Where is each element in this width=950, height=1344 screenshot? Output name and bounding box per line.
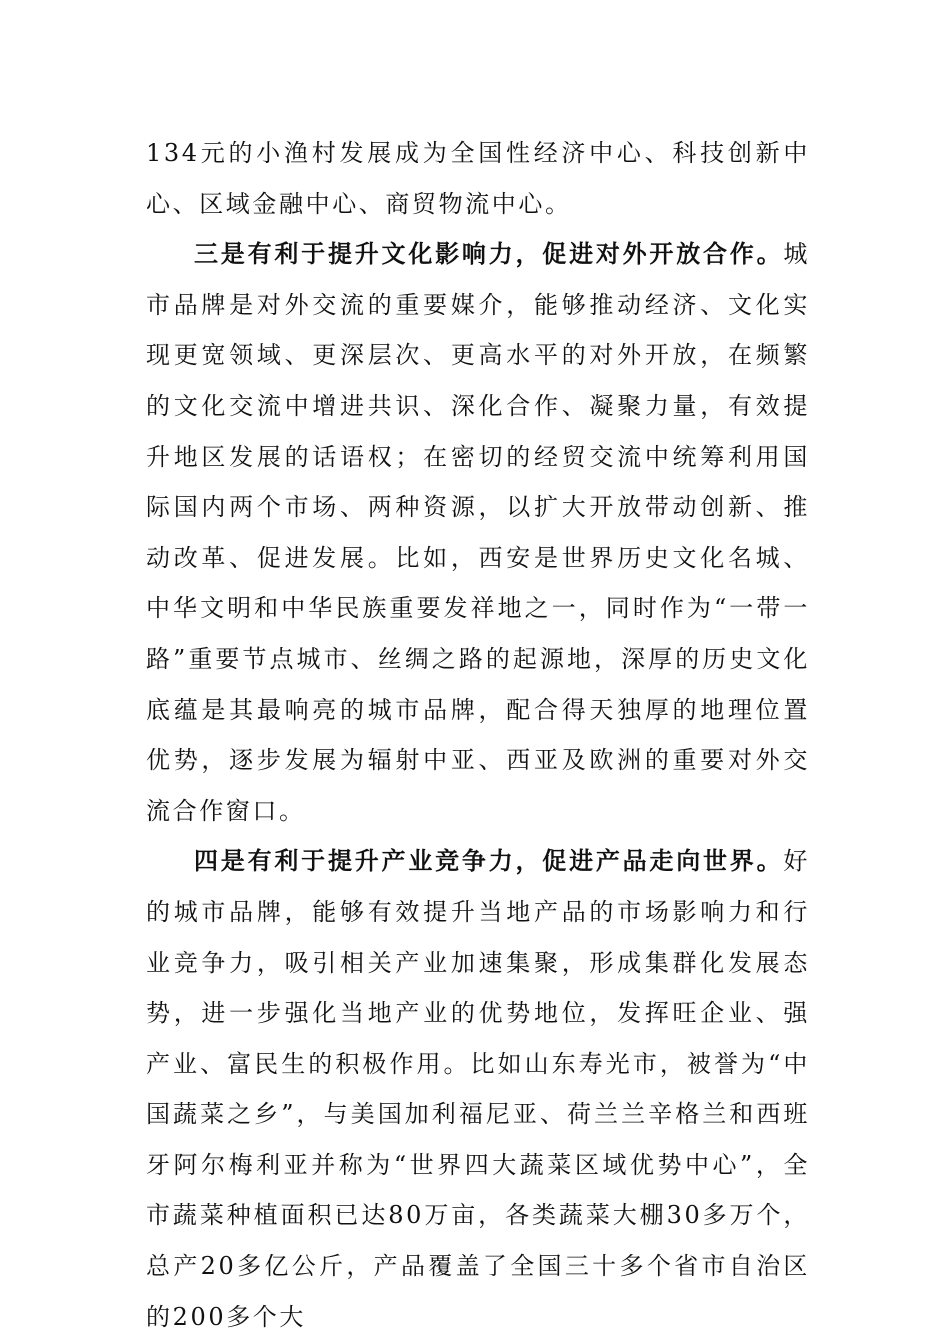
paragraph-2-lead: 三是有利于提升文化影响力，促进对外开放合作。 <box>194 239 784 269</box>
paragraph-2 <box>146 229 810 836</box>
paragraph-3-lead: 四是有利于提升产业竞争力，促进产品走向世界。 <box>194 846 784 876</box>
paragraph-3-text: 好的城市品牌，能够有效提升当地产品的市场影响力和行业竞争力，吸引相关产业加速集聚，形成集群化发展态势，进一步强化当地产业的优势地位，发挥旺企业、强产业、富民生的积极作用。比如山东寿光市，被誉为“中国蔬菜之乡”，与美国加利福尼亚、荷兰兰辛格兰和西班牙阿尔梅利亚并称为“世界四大蔬菜区域优势中心”，全市蔬菜种植面积已达80万亩，各类蔬菜大棚30多万个，总产20多亿公斤，产品覆盖了全国三十多个省市自治区的200多个大 <box>146 847 810 1331</box>
paragraph-1 <box>146 128 810 229</box>
paragraph-3 <box>146 836 810 1342</box>
paragraph-2-text: 城市品牌是对外交流的重要媒介，能够推动经济、文化实现更宽领域、更深层次、更高水平的对外开放，在频繁的文化交流中增进共识、深化合作、凝聚力量，有效提升地区发展的话语权；在密切的经贸交流中统筹利用国际国内两个市场、两种资源，以扩大开放带动创新、推动改革、促进发展。比如，西安是世界历史文化名城、中华文明和中华民族重要发祥地之一，同时作为“一带一路”重要节点城市、丝绸之路的起源地，深厚的历史文化底蕴是其最响亮的城市品牌，配合得天独厚的地理位置优势，逐步发展为辐射中亚、西亚及欧洲的重要对外交流合作窗口。 <box>146 240 810 825</box>
paragraph-1-text: 134元的小渔村发展成为全国性经济中心、科技创新中心、区域金融中心、商贸物流中心。 <box>146 139 810 218</box>
document-body <box>146 128 810 1342</box>
